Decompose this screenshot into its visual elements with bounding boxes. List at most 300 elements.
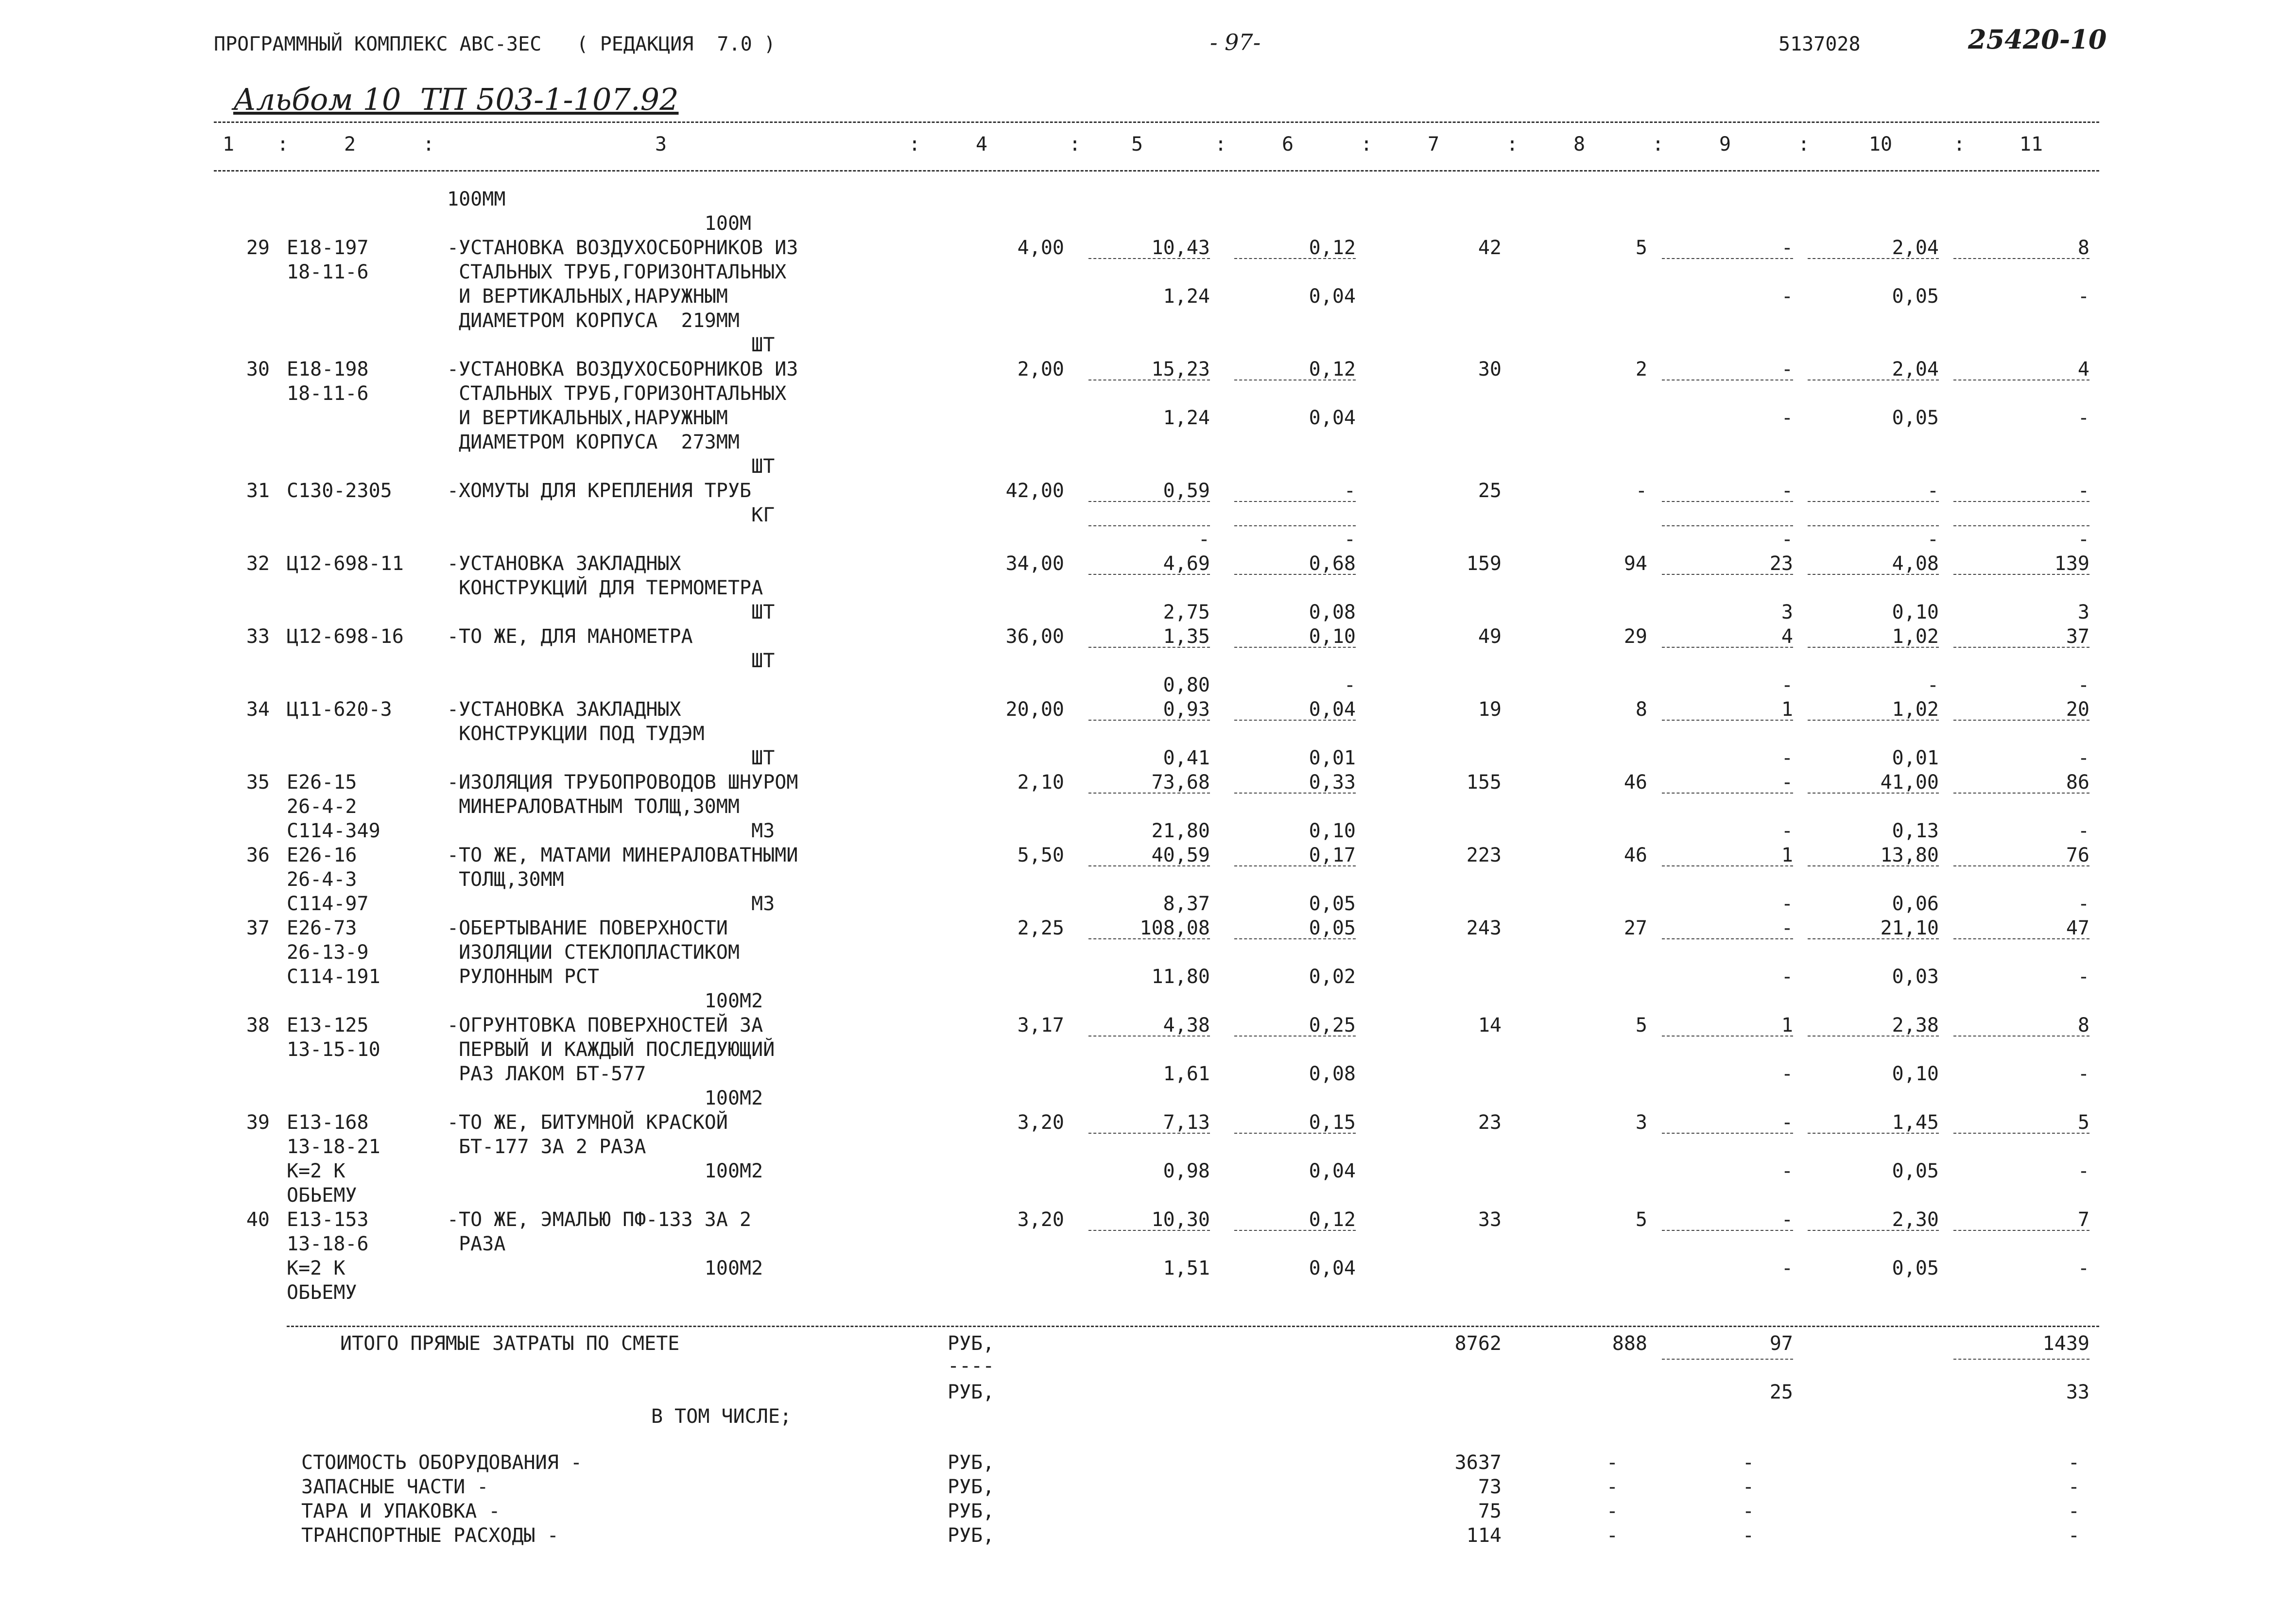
cell-col-10: 0,10 <box>1892 1063 1939 1085</box>
cell-col-8: 5 <box>1635 1209 1647 1231</box>
cell-col-9: - <box>1781 1257 1793 1279</box>
totals-item-col-9: - <box>1742 1476 1754 1498</box>
work-description: КОНСТРУКЦИЙ ДЛЯ ТЕРМОМЕТРА <box>447 577 763 599</box>
cell-rule <box>1088 1036 1210 1037</box>
work-description: 100М2 <box>447 990 763 1012</box>
price-code: С114-97 <box>287 893 369 915</box>
cell-rule <box>1088 525 1210 526</box>
cell-col-9: - <box>1781 820 1793 842</box>
cell-col-9: 23 <box>1769 553 1793 575</box>
cell-col-6: 0,04 <box>1309 285 1356 308</box>
column-separator: : <box>1953 133 1966 156</box>
cell-rule <box>1234 525 1356 526</box>
cell-rule <box>1088 258 1210 259</box>
cell-col-10: 1,02 <box>1892 625 1939 648</box>
totals-item-col-9: - <box>1742 1451 1754 1474</box>
cell-col-11: - <box>2077 480 2089 502</box>
cell-rule <box>1808 865 1939 866</box>
work-description: -УСТАНОВКА ЗАКЛАДНЫХ <box>447 698 681 721</box>
cell-rule <box>1662 647 1793 648</box>
totals-item-col-11: - <box>2068 1524 2080 1547</box>
cell-rule <box>1953 1036 2089 1037</box>
cell-col-9: - <box>1781 747 1793 769</box>
totals-rule <box>287 1326 2099 1327</box>
totals-label: ИТОГО ПРЯМЫЕ ЗАТРАТЫ ПО СМЕТЕ <box>340 1332 680 1355</box>
cell-col-11: 139 <box>2054 553 2089 575</box>
cell-col-10: - <box>1927 480 1939 502</box>
work-description: ПЕРВЫЙ И КАЖДЫЙ ПОСЛЕДУЮЩИЙ <box>447 1038 775 1061</box>
cell-col-9: 4 <box>1781 625 1793 648</box>
cell-rule <box>1953 525 2089 526</box>
column-number-9: 9 <box>1719 133 1731 156</box>
row-number: 33 <box>246 625 270 648</box>
cell-col-10: 0,13 <box>1892 820 1939 842</box>
cell-rule <box>1234 720 1356 721</box>
column-number-2: 2 <box>344 133 356 156</box>
cell-col-9: 3 <box>1781 601 1793 623</box>
row-number: 36 <box>246 844 270 866</box>
cell-col-8: 5 <box>1635 237 1647 259</box>
work-description: ШТ <box>447 747 775 769</box>
cell-rule <box>1234 865 1356 866</box>
row-number: 32 <box>246 553 270 575</box>
cell-col-11: 8 <box>2077 237 2089 259</box>
cell-col-6: 0,04 <box>1309 1160 1356 1182</box>
cell-col-9: - <box>1781 285 1793 308</box>
cell-col-9: - <box>1781 1063 1793 1085</box>
cell-col-5: 4,38 <box>1163 1014 1210 1037</box>
cell-col-9: - <box>1781 771 1793 794</box>
cell-rule <box>1234 1230 1356 1231</box>
totals-col-9: 97 <box>1769 1332 1793 1355</box>
price-code: С114-191 <box>287 966 380 988</box>
cell-col-4: 4,00 <box>1017 237 1064 259</box>
cell-col-7: 19 <box>1478 698 1502 721</box>
cell-col-9: - <box>1781 528 1793 551</box>
cell-col-11: 7 <box>2077 1209 2089 1231</box>
totals-item-col-11: - <box>2068 1500 2080 1522</box>
cell-col-10: - <box>1927 674 1939 696</box>
cell-col-10: 0,05 <box>1892 407 1939 429</box>
cell-col-4: 42,00 <box>1005 480 1064 502</box>
cell-col-11: - <box>2077 674 2089 696</box>
cell-col-8: 46 <box>1623 844 1647 866</box>
cell-rule <box>1234 1133 1356 1134</box>
work-description: ШТ <box>447 601 775 623</box>
cell-col-8: 5 <box>1635 1014 1647 1037</box>
cell-col-5: 0,41 <box>1163 747 1210 769</box>
program-title: ПРОГРАММНЫЙ КОМПЛЕКС АВС-3ЕС ( РЕДАКЦИЯ 7.0 ) <box>214 33 776 55</box>
cell-col-5: 2,75 <box>1163 601 1210 623</box>
cell-rule <box>1088 501 1210 502</box>
totals-item-col-8: - <box>1606 1451 1618 1474</box>
cell-col-10: - <box>1927 528 1939 551</box>
cell-col-11: - <box>2077 820 2089 842</box>
cell-col-4: 2,00 <box>1017 358 1064 380</box>
cell-rule <box>1088 865 1210 866</box>
cell-col-9: - <box>1781 917 1793 939</box>
cell-col-9: - <box>1781 1160 1793 1182</box>
cell-col-9: - <box>1781 674 1793 696</box>
column-separator: : <box>1506 133 1519 156</box>
cell-col-10: 1,45 <box>1892 1111 1939 1134</box>
work-description: СТАЛЬНЫХ ТРУБ,ГОРИЗОНТАЛЬНЫХ <box>447 382 787 405</box>
totals-sub-col-11: 33 <box>2066 1381 2089 1403</box>
price-code: Е13-153 <box>287 1209 369 1231</box>
work-description: -ОГРУНТОВКА ПОВЕРХНОСТЕЙ ЗА <box>447 1014 763 1037</box>
cell-rule <box>1808 647 1939 648</box>
work-description: БТ-177 ЗА 2 РАЗА <box>447 1136 646 1158</box>
price-code: ОБЬЕМУ <box>287 1281 357 1304</box>
price-code: 13-18-21 <box>287 1136 380 1158</box>
cell-rule <box>1234 1036 1356 1037</box>
column-separator: : <box>277 133 289 156</box>
cell-rule <box>1953 574 2089 575</box>
cell-col-5: 0,93 <box>1163 698 1210 721</box>
totals-item-label: ТАРА И УПАКОВКА - <box>301 1500 501 1522</box>
price-code: Ц11-620-3 <box>287 698 392 721</box>
cell-col-10: 2,04 <box>1892 237 1939 259</box>
cell-col-6: 0,68 <box>1309 553 1356 575</box>
cell-rule <box>1234 258 1356 259</box>
totals-item-label: ЗАПАСНЫЕ ЧАСТИ - <box>301 1476 489 1498</box>
work-description: КГ <box>447 504 775 526</box>
work-description: М3 <box>447 893 775 915</box>
cell-rule <box>1234 793 1356 794</box>
work-description: ИЗОЛЯЦИИ СТЕКЛОПЛАСТИКОМ <box>447 941 740 964</box>
price-code: Е13-168 <box>287 1111 369 1134</box>
totals-item-col-9: - <box>1742 1500 1754 1522</box>
cell-col-7: 33 <box>1478 1209 1502 1231</box>
work-description: И ВЕРТИКАЛЬНЫХ,НАРУЖНЫМ <box>447 407 728 429</box>
work-description: ДИАМЕТРОМ КОРПУСА 273ММ <box>447 431 740 453</box>
cell-col-6: 0,02 <box>1309 966 1356 988</box>
cell-col-11: - <box>2077 1257 2089 1279</box>
cell-col-6: 0,04 <box>1309 407 1356 429</box>
cell-col-5: - <box>1198 528 1210 551</box>
cell-rule <box>1662 525 1793 526</box>
cell-col-5: 1,61 <box>1163 1063 1210 1085</box>
cell-col-7: 42 <box>1478 237 1502 259</box>
row-number: 40 <box>246 1209 270 1231</box>
cell-rule <box>1662 501 1793 502</box>
work-description: -ТО ЖЕ, ДЛЯ МАНОМЕТРА <box>447 625 693 648</box>
price-code: 26-13-9 <box>287 941 369 964</box>
row-number: 31 <box>246 480 270 502</box>
cell-col-4: 3,20 <box>1017 1209 1064 1231</box>
row-number: 35 <box>246 771 270 794</box>
row-number: 37 <box>246 917 270 939</box>
cell-col-5: 21,80 <box>1151 820 1210 842</box>
cell-col-11: 5 <box>2077 1111 2089 1134</box>
cell-rule <box>1234 501 1356 502</box>
column-number-4: 4 <box>975 133 988 156</box>
cell-col-8: 27 <box>1623 917 1647 939</box>
cell-col-10: 0,10 <box>1892 601 1939 623</box>
cell-col-11: - <box>2077 1160 2089 1182</box>
work-description: -ХОМУТЫ ДЛЯ КРЕПЛЕНИЯ ТРУБ <box>447 480 752 502</box>
cell-col-6: 0,12 <box>1309 237 1356 259</box>
cell-col-5: 10,43 <box>1151 237 1210 259</box>
cell-col-6: 0,25 <box>1309 1014 1356 1037</box>
cell-col-8: 3 <box>1635 1111 1647 1134</box>
totals-item-unit: РУБ, <box>948 1451 995 1474</box>
cell-rule <box>1808 1133 1939 1134</box>
cell-col-6: 0,05 <box>1309 917 1356 939</box>
cell-col-6: 0,12 <box>1309 1209 1356 1231</box>
cell-col-10: 2,04 <box>1892 358 1939 380</box>
column-separator: : <box>1069 133 1081 156</box>
cell-rule <box>1234 647 1356 648</box>
cell-col-11: - <box>2077 285 2089 308</box>
cell-col-4: 20,00 <box>1005 698 1064 721</box>
work-description: -ОБЕРТЫВАНИЕ ПОВЕРХНОСТИ <box>447 917 728 939</box>
cell-rule <box>1662 720 1793 721</box>
cell-rule <box>1088 1133 1210 1134</box>
cell-col-6: 0,04 <box>1309 698 1356 721</box>
including-label: В ТОМ ЧИСЛЕ; <box>651 1405 792 1428</box>
cell-col-9: - <box>1781 407 1793 429</box>
cell-rule <box>1808 1036 1939 1037</box>
work-description: РУЛОННЫМ РСТ <box>447 966 600 988</box>
cell-col-11: 47 <box>2066 917 2089 939</box>
work-description: -ТО ЖЕ, МАТАМИ МИНЕРАЛОВАТНЫМИ <box>447 844 798 866</box>
cell-rule <box>1662 1230 1793 1231</box>
cell-col-10: 4,08 <box>1892 553 1939 575</box>
totals-item-col-9: - <box>1742 1524 1754 1547</box>
cell-col-11: - <box>2077 893 2089 915</box>
totals-item-col-8: - <box>1606 1476 1618 1498</box>
work-description: М3 <box>447 820 775 842</box>
price-code: Е26-15 <box>287 771 357 794</box>
cell-col-10: 0,05 <box>1892 1257 1939 1279</box>
work-description: 100ММ <box>447 188 506 210</box>
price-code: Е26-16 <box>287 844 357 866</box>
work-description: ТОЛЩ,30ММ <box>447 868 564 891</box>
totals-unit: РУБ, <box>948 1332 995 1355</box>
cell-rule <box>1808 501 1939 502</box>
cell-col-9: - <box>1781 237 1793 259</box>
cell-col-11: 20 <box>2066 698 2089 721</box>
cell-col-5: 1,51 <box>1163 1257 1210 1279</box>
cell-col-10: 0,03 <box>1892 966 1939 988</box>
totals-item-col-7: 3637 <box>1454 1451 1502 1474</box>
price-code: С114-349 <box>287 820 380 842</box>
cell-col-10: 21,10 <box>1880 917 1939 939</box>
cell-rule <box>1808 258 1939 259</box>
cell-col-4: 2,25 <box>1017 917 1064 939</box>
column-separator: : <box>909 133 921 156</box>
cell-col-9: - <box>1781 893 1793 915</box>
totals-item-unit: РУБ, <box>948 1500 995 1522</box>
row-number: 29 <box>246 237 270 259</box>
cell-col-9: - <box>1781 1111 1793 1134</box>
cell-col-4: 2,10 <box>1017 771 1064 794</box>
cell-rule <box>1808 1230 1939 1231</box>
cell-col-11: - <box>2077 966 2089 988</box>
cell-col-5: 1,35 <box>1163 625 1210 648</box>
work-description: 100М2 <box>447 1160 763 1182</box>
cell-rule <box>1662 938 1793 939</box>
cell-col-10: 0,05 <box>1892 285 1939 308</box>
column-number-11: 11 <box>2019 133 2043 156</box>
cell-col-6: 0,15 <box>1309 1111 1356 1134</box>
work-description: -ИЗОЛЯЦИЯ ТРУБОПРОВОДОВ ШНУРОМ <box>447 771 798 794</box>
cell-col-5: 0,80 <box>1163 674 1210 696</box>
cell-rule <box>1953 865 2089 866</box>
cell-rule <box>1808 525 1939 526</box>
cell-rule <box>1662 1359 1793 1360</box>
cell-rule <box>1088 574 1210 575</box>
cell-col-10: 2,30 <box>1892 1209 1939 1231</box>
cell-col-6: 0,04 <box>1309 1257 1356 1279</box>
totals-item-label: ТРАНСПОРТНЫЕ РАСХОДЫ - <box>301 1524 559 1547</box>
cell-col-6: - <box>1344 674 1356 696</box>
column-number-5: 5 <box>1131 133 1143 156</box>
totals-sub-col-9: 25 <box>1769 1381 1793 1403</box>
cell-col-6: - <box>1344 528 1356 551</box>
cell-col-7: 159 <box>1466 553 1502 575</box>
price-code: С130-2305 <box>287 480 392 502</box>
cell-col-10: 13,80 <box>1880 844 1939 866</box>
column-number-10: 10 <box>1868 133 1893 156</box>
totals-item-unit: РУБ, <box>948 1524 995 1547</box>
cell-col-6: 0,10 <box>1309 625 1356 648</box>
price-code: Ц12-698-11 <box>287 553 404 575</box>
column-number-1: 1 <box>222 133 235 156</box>
cell-col-6: 0,33 <box>1309 771 1356 794</box>
column-number-7: 7 <box>1427 133 1440 156</box>
cell-col-8: 29 <box>1623 625 1647 648</box>
price-code: 18-11-6 <box>287 261 369 283</box>
cell-col-9: - <box>1781 358 1793 380</box>
column-separator: : <box>1215 133 1227 156</box>
cell-rule <box>1953 647 2089 648</box>
cell-col-5: 73,68 <box>1151 771 1210 794</box>
cell-rule <box>1808 793 1939 794</box>
cell-col-9: 1 <box>1781 698 1793 721</box>
price-code: Е18-197 <box>287 237 369 259</box>
totals-col-7: 8762 <box>1454 1332 1502 1355</box>
cell-col-8: 8 <box>1635 698 1647 721</box>
work-description: МИНЕРАЛОВАТНЫМ ТОЛЩ,30ММ <box>447 795 740 818</box>
row-number: 39 <box>246 1111 270 1134</box>
row-number: 34 <box>246 698 270 721</box>
price-code: Е18-198 <box>287 358 369 380</box>
work-description: -УСТАНОВКА ЗАКЛАДНЫХ <box>447 553 681 575</box>
cell-rule <box>1088 1230 1210 1231</box>
cell-col-7: 243 <box>1466 917 1502 939</box>
album-reference: Альбом 10 ТП 503-1-107.92 <box>233 82 679 117</box>
cell-rule <box>1953 1359 2089 1360</box>
column-number-6: 6 <box>1281 133 1294 156</box>
cell-col-9: - <box>1781 1209 1793 1231</box>
cell-col-7: 49 <box>1478 625 1502 648</box>
cell-col-11: 3 <box>2077 601 2089 623</box>
work-description: -УСТАНОВКА ВОЗДУХОСБОРНИКОВ ИЗ <box>447 237 798 259</box>
cell-col-6: 0,05 <box>1309 893 1356 915</box>
cell-rule <box>1662 258 1793 259</box>
cell-rule <box>1953 258 2089 259</box>
cell-col-7: 223 <box>1466 844 1502 866</box>
work-description: И ВЕРТИКАЛЬНЫХ,НАРУЖНЫМ <box>447 285 728 308</box>
totals-item-col-7: 114 <box>1466 1524 1502 1547</box>
cell-col-9: 1 <box>1781 844 1793 866</box>
work-description: ШТ <box>447 334 775 356</box>
cell-col-5: 108,08 <box>1139 917 1210 939</box>
totals-sub-unit: РУБ, <box>948 1381 995 1403</box>
cell-col-5: 7,13 <box>1163 1111 1210 1134</box>
totals-item-col-7: 73 <box>1478 1476 1502 1498</box>
cell-rule <box>1662 574 1793 575</box>
cell-col-6: 0,17 <box>1309 844 1356 866</box>
cell-rule <box>1953 1133 2089 1134</box>
cell-col-5: 15,23 <box>1151 358 1210 380</box>
price-code: Е13-125 <box>287 1014 369 1037</box>
cell-col-9: - <box>1781 966 1793 988</box>
cell-col-4: 5,50 <box>1017 844 1064 866</box>
column-separator: : <box>1798 133 1810 156</box>
cell-col-5: 1,24 <box>1163 407 1210 429</box>
cell-col-5: 40,59 <box>1151 844 1210 866</box>
cell-col-11: - <box>2077 528 2089 551</box>
page-number: - 97- <box>1210 29 1261 55</box>
cell-col-10: 0,05 <box>1892 1160 1939 1182</box>
cell-rule <box>1088 647 1210 648</box>
totals-col-11: 1439 <box>2042 1332 2089 1355</box>
cell-col-5: 4,69 <box>1163 553 1210 575</box>
header-rule-bottom <box>214 170 2099 172</box>
price-code: 18-11-6 <box>287 382 369 405</box>
cell-col-7: 30 <box>1478 358 1502 380</box>
cell-col-8: 46 <box>1623 771 1647 794</box>
column-number-3: 3 <box>655 133 667 156</box>
cell-col-10: 0,01 <box>1892 747 1939 769</box>
totals-item-col-11: - <box>2068 1476 2080 1498</box>
work-description: -ТО ЖЕ, ЭМАЛЬЮ ПФ-133 ЗА 2 <box>447 1209 752 1231</box>
work-description: -ТО ЖЕ, БИТУМНОЙ КРАСКОЙ <box>447 1111 728 1134</box>
cell-rule <box>1808 938 1939 939</box>
cell-col-11: - <box>2077 407 2089 429</box>
cell-col-11: 86 <box>2066 771 2089 794</box>
column-separator: : <box>1652 133 1664 156</box>
cell-col-10: 41,00 <box>1880 771 1939 794</box>
cell-col-5: 10,30 <box>1151 1209 1210 1231</box>
totals-col-8: 888 <box>1612 1332 1647 1355</box>
row-number: 30 <box>246 358 270 380</box>
cell-col-11: - <box>2077 747 2089 769</box>
price-code: 26-4-2 <box>287 795 357 818</box>
cell-rule <box>1088 938 1210 939</box>
cell-col-4: 3,20 <box>1017 1111 1064 1134</box>
totals-unit-dash: ---- <box>948 1355 995 1377</box>
price-code: ОБЬЕМУ <box>287 1184 357 1207</box>
work-description: РАЗА <box>447 1233 506 1255</box>
cell-col-11: 37 <box>2066 625 2089 648</box>
work-description: -УСТАНОВКА ВОЗДУХОСБОРНИКОВ ИЗ <box>447 358 798 380</box>
cell-rule <box>1953 938 2089 939</box>
cell-col-6: 0,01 <box>1309 747 1356 769</box>
work-description: ДИАМЕТРОМ КОРПУСА 219ММ <box>447 310 740 332</box>
totals-item-col-8: - <box>1606 1524 1618 1547</box>
header-rule-top <box>214 121 2099 123</box>
work-description: ШТ <box>447 455 775 478</box>
cell-col-9: 1 <box>1781 1014 1793 1037</box>
cell-col-5: 0,98 <box>1163 1160 1210 1182</box>
totals-item-col-8: - <box>1606 1500 1618 1522</box>
work-description: 100М <box>447 212 752 235</box>
cell-col-6: 0,10 <box>1309 820 1356 842</box>
